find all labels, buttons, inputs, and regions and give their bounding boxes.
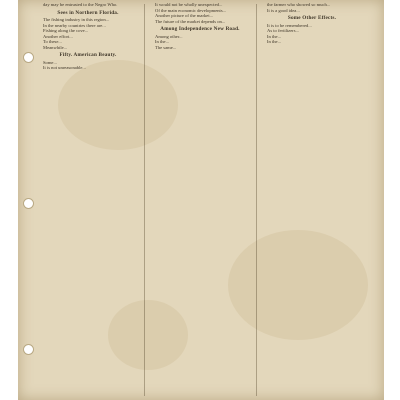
article-paragraph: Of the main economic developments... bbox=[155, 7, 227, 13]
article-subhead: Fifty. American Beauty. bbox=[59, 52, 117, 58]
article-paragraph: In the... bbox=[267, 39, 282, 44]
article-paragraph: The same... bbox=[155, 44, 177, 50]
article-column-2 bbox=[150, 2, 250, 398]
article-paragraph: In the nearby countries there are... bbox=[43, 22, 106, 28]
column-rule bbox=[144, 4, 145, 396]
article-paragraph: The fishing industry in this region... bbox=[43, 17, 110, 22]
article-paragraph: It is a good idea... bbox=[267, 7, 300, 13]
article-subhead: Among Independence New Road. bbox=[160, 26, 240, 32]
article-paragraph: Among other... bbox=[155, 33, 183, 39]
article-paragraph: The future of the market depends on... bbox=[155, 18, 226, 24]
article-paragraph: the farmer who showed so much... bbox=[267, 2, 331, 7]
article-paragraph: It is not unreasonable... bbox=[43, 65, 86, 70]
article-paragraph: Fishing along the cove... bbox=[43, 28, 89, 33]
newspaper-clipping bbox=[18, 0, 384, 400]
article-paragraph: Meanwhile... bbox=[43, 44, 68, 50]
article-paragraph: Some... bbox=[43, 59, 57, 65]
article-paragraph: It is to be remembered... bbox=[267, 22, 312, 28]
article-subhead: Sees in Northern Florida. bbox=[57, 9, 119, 16]
article-paragraph: In the... bbox=[155, 39, 170, 44]
article-paragraph: To these... bbox=[43, 39, 62, 44]
article-paragraph: day may be entrusted to the Negro Who. bbox=[43, 2, 118, 7]
article-column-3 bbox=[262, 2, 362, 398]
article-paragraph: Another effort... bbox=[43, 33, 73, 39]
article-paragraph: As to fertilizers... bbox=[267, 28, 300, 33]
punch-hole bbox=[23, 198, 34, 209]
article-paragraph: It would not be wholly unexpected... bbox=[155, 2, 223, 7]
article-paragraph: In the... bbox=[267, 33, 282, 39]
column-rule bbox=[256, 4, 257, 396]
article-subhead: Some Other Effects. bbox=[287, 15, 337, 21]
article-paragraph: Another picture of the market... bbox=[155, 13, 214, 18]
punch-hole bbox=[23, 344, 34, 355]
punch-hole bbox=[23, 52, 34, 63]
article-column-1 bbox=[38, 2, 138, 398]
